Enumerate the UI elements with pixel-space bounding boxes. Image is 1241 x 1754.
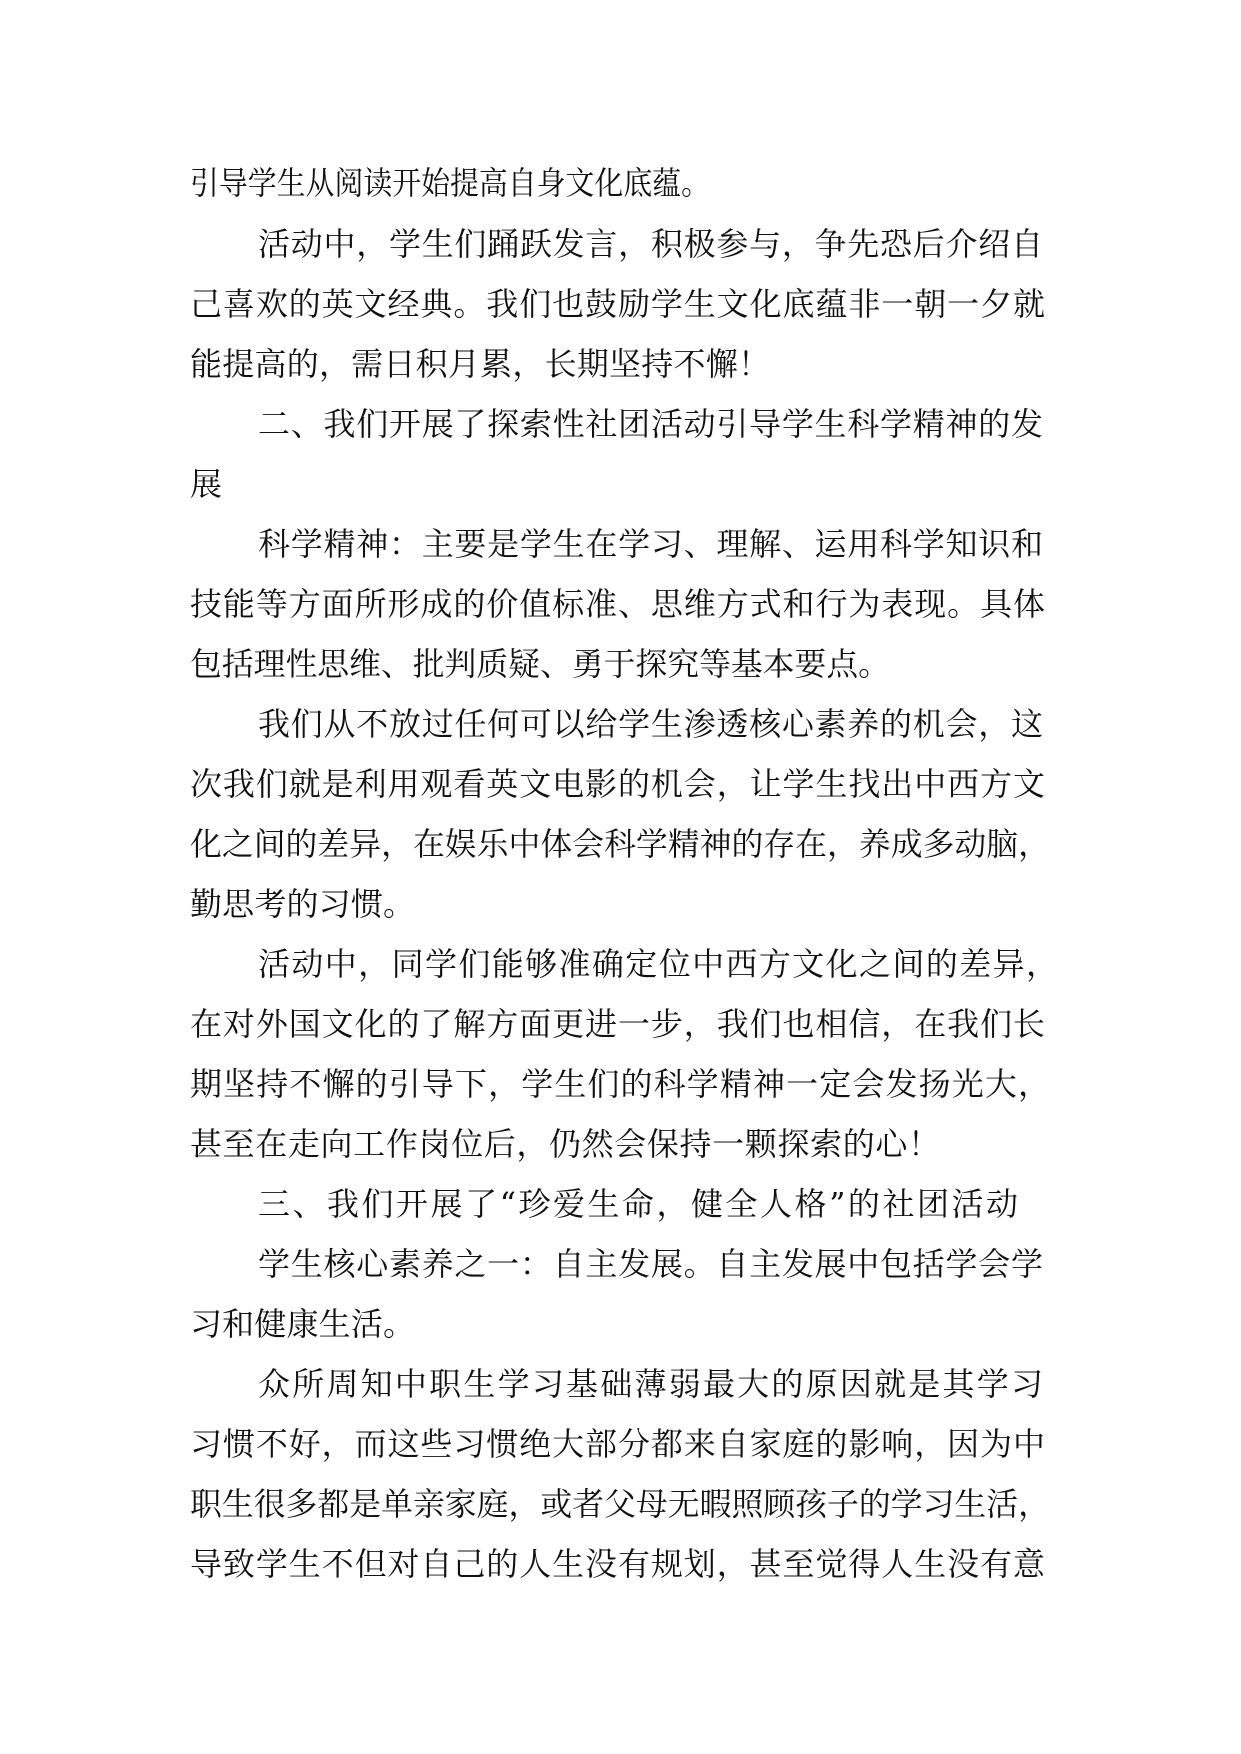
line-text: 活动中，学生们踊跃发言，积极参与，争先恐后介绍自 [258,225,1044,263]
line-text: 习惯不好，而这些习惯绝大部分都来自家庭的影响，因为中 [190,1425,1046,1463]
line-text: 学生核心素养之一：自主发展。自主发展中包括学会学 [258,1245,1044,1283]
text-line [0,394,1241,454]
line-text: 三、我们开展了“珍爱生命，健全人格”的社团活动 [258,1185,1021,1223]
line-text: 期坚持不懈的引导下，学生们的科学精神一定会发扬光大， [190,1065,1052,1103]
line-text: 能提高的，需日积月累，长期坚持不懈！ [190,345,771,383]
text-line [0,634,1241,694]
text-line [0,694,1241,754]
line-text: 二、我们开展了探索性社团活动引导学生科学精神的发 [258,405,1044,443]
text-line [0,334,1241,394]
text-line [0,874,1241,934]
line-text: 导致学生不但对自己的人生没有规划，甚至觉得人生没有意 [190,1545,1046,1583]
text-line [0,514,1241,574]
line-text: 职生很多都是单亲家庭，或者父母无暇照顾孩子的学习生活， [190,1485,1050,1523]
line-text: 习和健康生活。 [190,1305,416,1343]
line-text: 活动中，同学们能够准确定位中西方文化之间的差异， [258,945,1060,983]
text-line [0,1174,1241,1234]
text-line [0,1054,1241,1114]
line-text: 己喜欢的英文经典。我们也鼓励学生文化底蕴非一朝一夕就 [190,285,1046,323]
text-line [0,754,1241,814]
text-line [0,454,1241,514]
line-text: 众所周知中职生学习基础薄弱最大的原因就是其学习 [258,1365,1046,1403]
line-text: 科学精神：主要是学生在学习、理解、运用科学知识和 [258,525,1044,563]
text-line [0,1414,1241,1474]
line-text: 我们从不放过任何可以给学生渗透核心素养的机会，这 [258,705,1044,743]
text-line [0,1234,1241,1294]
line-text: 甚至在走向工作岗位后，仍然会保持一颗探索的心！ [190,1125,941,1163]
line-text: 展 [190,465,223,503]
text-line [0,814,1241,874]
line-text: 在对外国文化的了解方面更进一步，我们也相信，在我们长 [190,1005,1046,1043]
line-text: 次我们就是利用观看英文电影的机会，让学生找出中西方文 [190,765,1046,803]
text-line [0,1294,1241,1354]
line-text: 引导学生从阅读开始提高自身文化底蕴。 [190,164,710,202]
text-line [0,153,1241,213]
line-text: 技能等方面所形成的价值标准、思维方式和行为表现。具体 [190,585,1046,623]
text-line [0,574,1241,634]
text-line [0,1114,1241,1174]
line-text: 包括理性思维、批判质疑、勇于探究等基本要点。 [190,645,890,683]
line-text: 勤思考的习惯。 [190,885,416,923]
text-line [0,994,1241,1054]
text-line [0,214,1241,274]
text-line [0,934,1241,994]
text-line [0,1474,1241,1534]
text-line [0,1534,1241,1594]
text-line [0,274,1241,334]
line-text: 化之间的差异，在娱乐中体会科学精神的存在，养成多动脑， [190,825,1050,863]
text-line [0,1354,1241,1414]
